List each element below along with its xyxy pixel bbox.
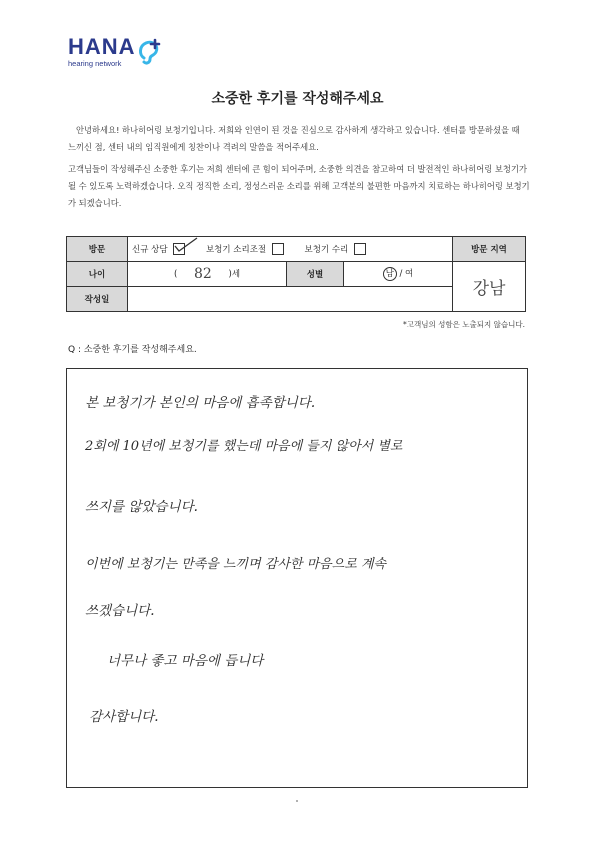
visit-options-cell (128, 237, 453, 262)
gender-field[interactable] (344, 262, 453, 287)
answer-line-7: 감사합니다. (89, 709, 159, 725)
visit-option-new-consult[interactable] (132, 245, 188, 255)
checkbox-repair[interactable] (354, 243, 366, 255)
visitor-info-table (66, 236, 526, 312)
date-field[interactable] (128, 287, 453, 312)
age-close-unit: )세 (228, 269, 241, 280)
answer-line-6: 너무나 좋고 마음에 듭니다 (107, 653, 264, 669)
age-value: 82 (193, 266, 212, 282)
intro-paragraph-2: 고객님들이 작성해주신 소중한 후기는 저희 센터에 큰 힘이 되어주며, 소중한 의견을 참고하여 더 발전적인 하나히어링 보청기가 될 수 있도록 노력하겠습니다. 오직 정직한 소리, 정성스러운 소리를 위해 고객분의 불편한 마음까지 치료하는 하나히어링 보청기가 되겠습니다. (68, 164, 530, 208)
age-field[interactable] (128, 262, 287, 287)
answer-line-4: 이번에 보청기는 만족을 느끼며 감사한 마음으로 계속 (85, 557, 387, 572)
answer-line-2: 2회에 10년에 보청기를 했는데 마음에 들지 않아서 별로 (85, 439, 403, 454)
age-open-paren: ( (173, 269, 178, 280)
region-label: 방문 지역 (453, 237, 526, 262)
hearing-aid-logo-icon (136, 38, 162, 66)
visit-option-sound-adjust[interactable] (206, 245, 287, 255)
privacy-note: *고객님의 성함은 노출되지 않습니다. (403, 320, 525, 329)
review-question: Q : 소중한 후기를 작성해주세요. (68, 345, 197, 355)
visit-option-new-consult-label: 신규 상담 (132, 244, 168, 255)
gender-female-option[interactable]: 여 (405, 269, 414, 279)
hana-logo (68, 36, 136, 68)
intro-paragraph-1: 안녕하세요! 하나히어링 보청기입니다. 저희와 인연이 된 것을 진심으로 감사하게 생각하고 있습니다. 센터를 방문하셨을 때 느끼신 점, 센터 내의 임직원에게 칭찬이나 격려의 말씀을 적어주세요. (68, 125, 520, 152)
date-label: 작성일 (67, 287, 128, 312)
gender-separator: / (396, 269, 406, 279)
visit-option-sound-adjust-label: 보청기 소리조절 (205, 244, 267, 255)
answer-line-3: 쓰지를 않았습니다. (85, 499, 198, 515)
visit-option-repair[interactable] (305, 245, 366, 255)
region-value[interactable]: 강남 (453, 262, 526, 312)
logo-wordmark: HANA (68, 34, 136, 59)
visit-option-repair-label: 보청기 수리 (304, 244, 349, 255)
answer-line-1: 본 보청기가 본인의 마음에 흡족합니다. (85, 395, 316, 411)
review-answer-box[interactable] (66, 368, 528, 788)
gender-label: 성별 (287, 262, 344, 287)
checkbox-new-consult[interactable] (173, 243, 185, 255)
checkbox-sound-adjust[interactable] (272, 243, 284, 255)
checkmark-icon (173, 237, 199, 253)
gender-male-selected[interactable]: 남 (383, 267, 397, 281)
page-dot (296, 800, 298, 802)
age-label: 나이 (67, 262, 128, 287)
page-title: 소중한 후기를 작성해주세요 (211, 91, 384, 107)
answer-line-5: 쓰겠습니다. (85, 603, 155, 619)
visit-label: 방문 (67, 237, 128, 262)
logo-tagline: hearing network (68, 59, 122, 68)
